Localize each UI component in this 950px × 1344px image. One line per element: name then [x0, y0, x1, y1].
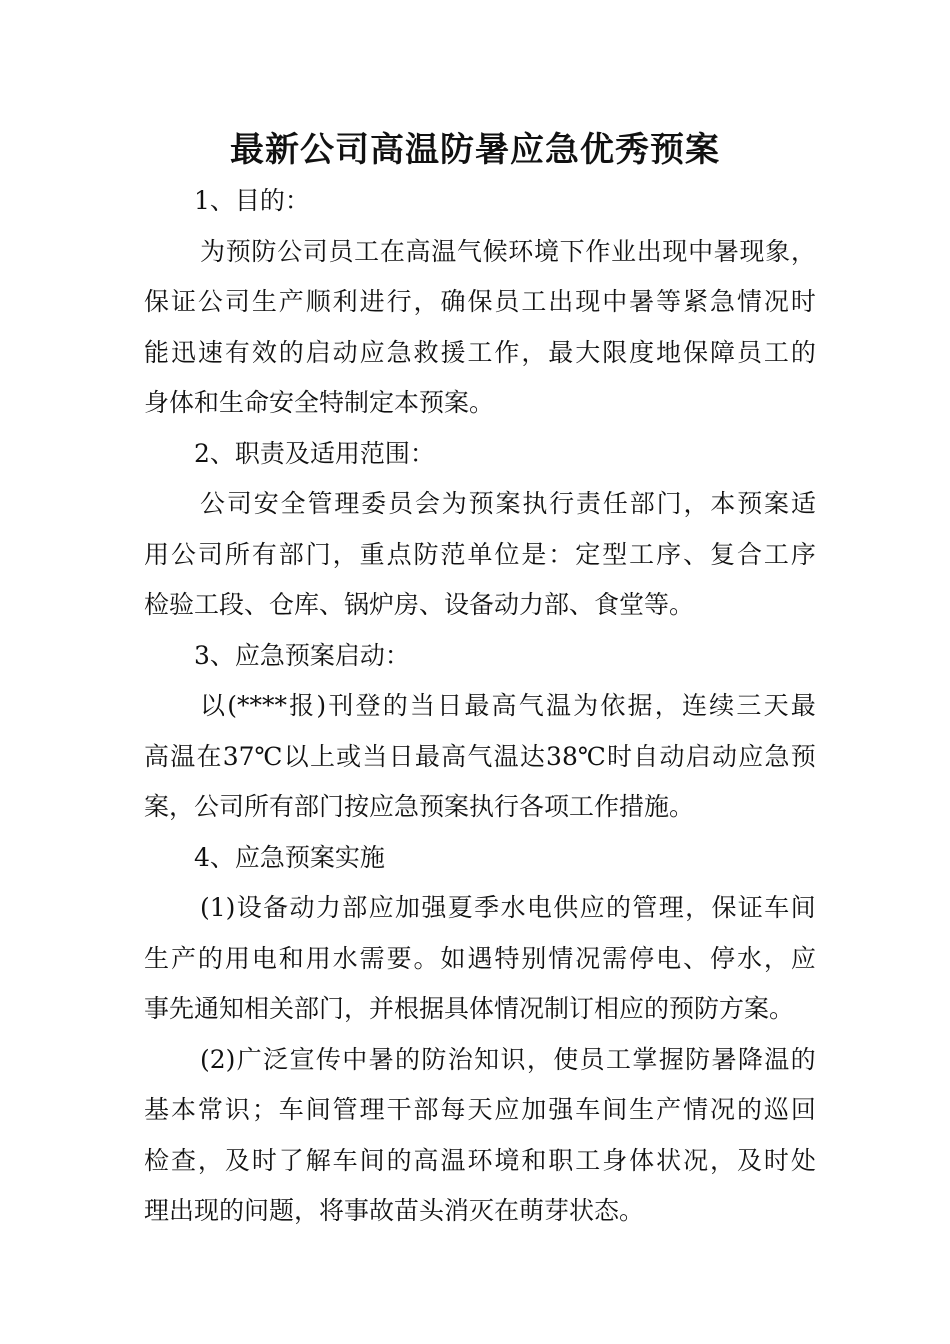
paragraph-line: (2) 广 泛 宣 传 中 暑 的 防 治 知 识 ， 使 员 工 掌 握 防 暑 降 温 的 [200, 1044, 816, 1074]
document-body [144, 176, 816, 1237]
paragraph-line: 高 温 在 37℃ 以 上 或 当 日 最 高 气 温 达 38℃ 时 自 动 启 动 应 急 预 [144, 741, 816, 771]
paragraph-line: 为 预 防 公 司 员 工 在 高 温 气 候 环 境 下 作 业 出 现 中 暑 现 象 ， [200, 236, 816, 266]
paragraph-line: 保 证 公 司 生 产 顺 利 进 行 ， 确 保 员 工 出 现 中 暑 等 紧 急 情 况 时 [144, 287, 816, 316]
paragraph-line: 能 迅 速 有 效 的 启 动 应 急 救 援 工 作 ， 最 大 限 度 地 保 障 员 工 的 [144, 337, 816, 367]
paragraph-line: 生 产 的 用 电 和 用 水 需 要 。 如 遇 特 别 情 况 需 停 电 、 停 水 ， 应 [144, 943, 816, 973]
document-title: 最新公司高温防暑应急优秀预案 [230, 130, 720, 170]
paragraph-line: 检验工段、仓库、锅炉房、设备动力部、食堂等。 [144, 590, 695, 619]
paragraph-line: 事先通知相关部门，并根据具体情况制订相应的预防方案。 [144, 994, 795, 1023]
section-heading: 3、应急预案启动： [194, 640, 410, 670]
paragraph-line: 案，公司所有部门按应急预案执行各项工作措施。 [144, 792, 695, 821]
paragraph-line: 理出现的问题，将事故苗头消灭在萌芽状态。 [144, 1196, 645, 1225]
paragraph-line: 公 司 安 全 管 理 委 员 会 为 预 案 执 行 责 任 部 门 ， 本 预 案 适 [200, 489, 816, 518]
section-heading: 2、职责及适用范围： [194, 438, 435, 468]
section-heading: 1、目的： [194, 186, 310, 215]
paragraph-line: (1) 设 备 动 力 部 应 加 强 夏 季 水 电 供 应 的 管 理 ， 保 证 车 间 [200, 893, 816, 922]
paragraph-line: 基 本 常 识 ； 车 间 管 理 干 部 每 天 应 加 强 车 间 生 产 情 况 的 巡 回 [144, 1095, 816, 1124]
section-heading: 4、应急预案实施 [194, 842, 385, 872]
paragraph-line: 以 (**** 报 ) 刊 登 的 当 日 最 高 气 温 为 依 据 ， 连 续 三 天 最 [200, 691, 816, 720]
paragraph-line: 检 查 ， 及 时 了 解 车 间 的 高 温 环 境 和 职 工 身 体 状 况 ， 及 时 处 [144, 1145, 816, 1175]
paragraph-line: 用 公 司 所 有 部 门 ， 重 点 防 范 单 位 是 ： 定 型 工 序 、 复 合 工 序 [144, 539, 816, 569]
paragraph-line: 身体和生命安全特制定本预案。 [144, 388, 495, 417]
